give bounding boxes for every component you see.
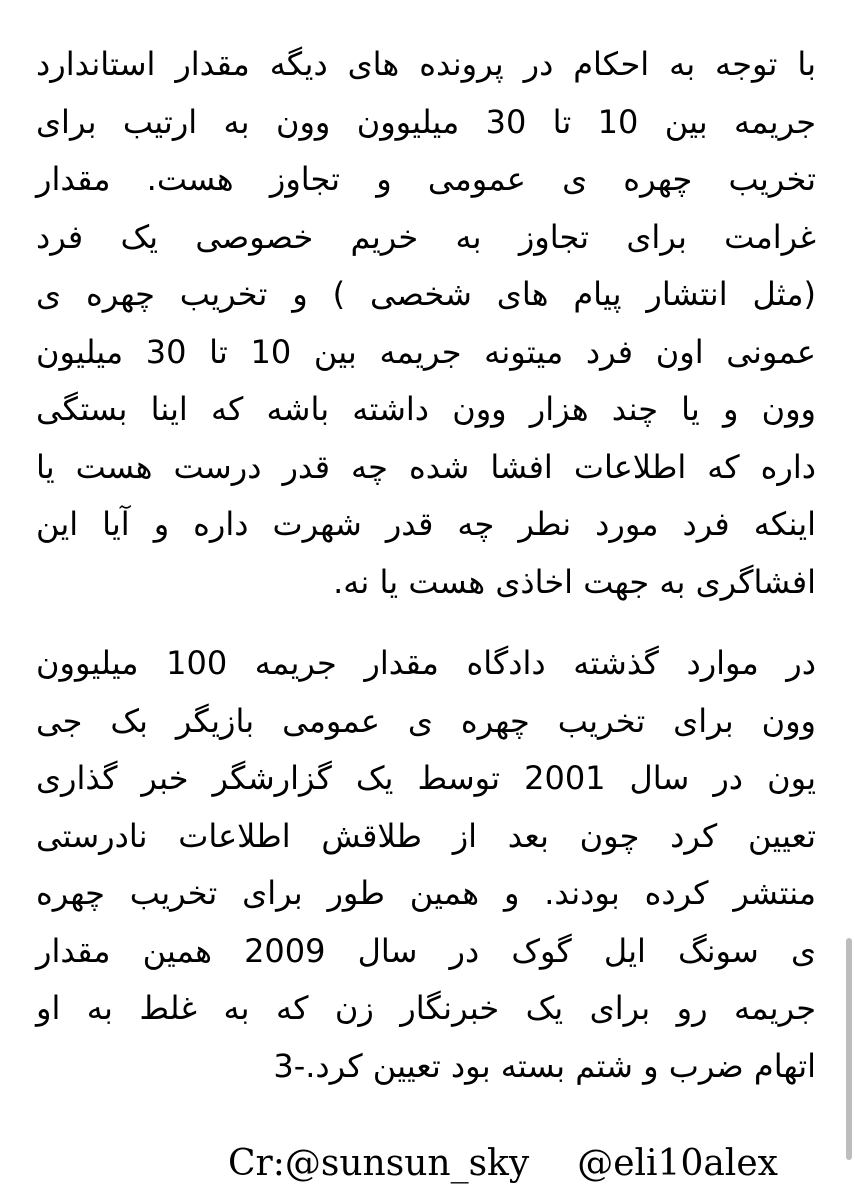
paragraph-line: عمونی اون فرد میتونه جریمه بین 10 تا 30 میلیون <box>36 332 817 371</box>
paragraph-line: جریمه بین 10 تا 30 میلیوون وون به ارتیب برای <box>36 102 817 141</box>
paragraph-1 <box>36 36 816 611</box>
paragraph-line: تخریب چهره ی عمومی و تجاوز هست. مقدار <box>36 160 816 198</box>
credit-translator: @eli10alex <box>577 1143 778 1184</box>
credit-source: Cr:@sunsun_sky <box>228 1143 530 1184</box>
paragraph-line: منتشر کرده بودند. و همین طور برای تخریب چهره <box>36 874 816 912</box>
paragraph-line: ی سونگ ایل گوک در سال 2009 همین مقدار <box>36 931 816 970</box>
paragraph-line: با توجه به احکام در پرونده های دیگه مقدار استاندارد <box>36 45 816 83</box>
paragraph-line: (مثل انتشار پیام های شخصی ) و تخریب چهره ی <box>36 275 816 313</box>
paragraph-line: داره که اطلاعات افشا شده چه قدر درست هست یا <box>36 447 816 486</box>
paragraph-line: تعیین کرد چون بعد از طلاقش اطلاعات نادرستی <box>36 816 816 855</box>
paragraph-line: یون در سال 2001 توسط یک گزارشگر خبر گذاری <box>36 759 817 797</box>
paragraph-2 <box>36 635 816 1095</box>
paragraph-line: وون و یا چند هزار وون داشته باشه که اینا بستگی <box>36 390 816 428</box>
paragraph-line: غرامت برای تجاوز به خریم خصوصی یک فرد <box>36 217 816 256</box>
scrollbar-thumb[interactable] <box>846 938 852 1160</box>
paragraph-line: افشاگری به جهت اخاذی هست یا نه. <box>333 562 816 601</box>
paragraph-line: در موارد گذشته دادگاه مقدار جریمه 100 میلیوون <box>36 644 816 682</box>
paragraph-line: وون برای تخریب چهره ی عمومی بازیگر بک جی <box>36 701 816 740</box>
paragraph-line: جریمه رو برای یک خبرنگار زن که به غلط به او <box>36 989 816 1027</box>
credits-line <box>228 1136 808 1192</box>
paragraph-line: اتهام ضرب و شتم بسته بود تعیین کرد.-3 <box>273 1046 816 1085</box>
paragraph-line: اینکه فرد مورد نطر چه قدر شهرت داره و آیا این <box>36 505 816 543</box>
